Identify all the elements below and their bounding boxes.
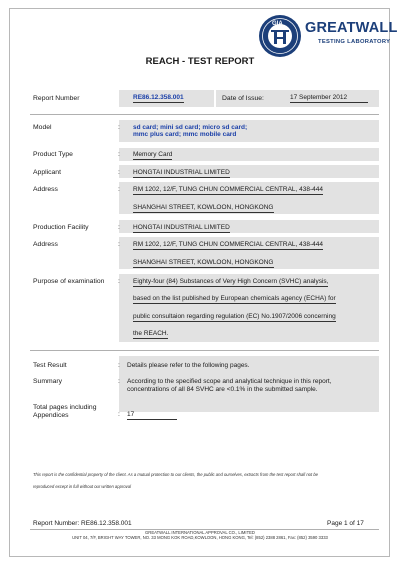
address-1-label: Address bbox=[33, 186, 58, 193]
footer-address: UNIT 04, 7/F, BRIGHT WAY TOWER, NO. 33 MONG KOK ROAD,KOWLOON, HONG KONG, Tel: (852) 2388 2861, Fax: (852) 3590 3333 bbox=[72, 535, 328, 540]
applicant-label: Applicant bbox=[33, 169, 61, 176]
purpose-line-1: Eighty-four (84) Substances of Very High Concern (SVHC) analysis, bbox=[133, 278, 329, 285]
purpose-line-4: the REACH. bbox=[133, 330, 169, 337]
model-colon: : bbox=[118, 124, 120, 131]
applicant-colon: : bbox=[118, 169, 120, 176]
header-divider bbox=[30, 114, 379, 115]
disclaimer-line-2: reproduced except in full without our written approval bbox=[33, 484, 131, 489]
brand-name: GREATWALL bbox=[305, 20, 398, 36]
product-type-value: Memory Card bbox=[133, 151, 173, 158]
date-of-issue-value: 17 September 2012 bbox=[290, 94, 368, 103]
section-divider bbox=[30, 350, 379, 351]
address-2-label: Address bbox=[33, 241, 58, 248]
total-pages-colon: : bbox=[118, 411, 120, 418]
address-2-colon: : bbox=[118, 241, 120, 248]
model-line-1: sd card; mini sd card; micro sd card; bbox=[133, 124, 248, 131]
production-facility-value: HONGTAI INDUSTRIAL LIMITED bbox=[133, 224, 230, 231]
address-2-line-1: RM 1202, 12/F, TUNG CHUN COMMERCIAL CENTRAL, 438-444 bbox=[133, 241, 323, 248]
address-1-line-1: RM 1202, 12/F, TUNG CHUN COMMERCIAL CENTRAL, 438-444 bbox=[133, 186, 323, 193]
footer-page: Page 1 of 17 bbox=[327, 520, 364, 527]
summary-line-1: According to the specified scope and analytical technique in this report, bbox=[127, 378, 332, 385]
purpose-colon: : bbox=[118, 278, 120, 285]
model-label: Model bbox=[33, 124, 52, 131]
summary-colon: : bbox=[118, 378, 120, 385]
appendices-label: Appendices bbox=[33, 412, 69, 419]
purpose-line-3: public consultaion regarding regulation (EC) No.1907/2006 concerning bbox=[133, 313, 336, 320]
test-result-label: Test Result bbox=[33, 362, 67, 369]
purpose-line-2: based on the list published by European chemicals agency (ECHA) for bbox=[133, 295, 336, 302]
summary-label: Summary bbox=[33, 378, 63, 385]
test-result-colon: : bbox=[118, 362, 120, 369]
date-of-issue-label: Date of Issue: bbox=[222, 95, 264, 102]
address-2-line-2: SHANGHAI STREET, KOWLOON, HONGKONG bbox=[133, 259, 274, 266]
test-result-value: Details please refer to the following pages. bbox=[127, 362, 250, 369]
seal-text: GIA bbox=[272, 21, 283, 27]
applicant-value: HONGTAI INDUSTRIAL LIMITED bbox=[133, 169, 230, 176]
product-type-colon: : bbox=[118, 151, 120, 158]
footer-company: GREATWALL INTERNATIONAL APPROVAL CO., LIMITED bbox=[145, 530, 255, 535]
address-1-colon: : bbox=[118, 186, 120, 193]
production-facility-colon: : bbox=[118, 224, 120, 231]
production-facility-label: Production Facility bbox=[33, 224, 89, 231]
report-number-label: Report Number bbox=[33, 95, 80, 102]
product-type-label: Product Type bbox=[33, 151, 73, 158]
report-title: REACH - TEST REPORT bbox=[145, 56, 255, 67]
purpose-label: Purpose of examination bbox=[33, 278, 105, 285]
total-pages-label: Total pages including bbox=[33, 404, 97, 411]
brand-subtitle: TESTING LABORATORY bbox=[318, 39, 391, 45]
address-1-line-2: SHANGHAI STREET, KOWLOON, HONGKONG bbox=[133, 204, 274, 211]
report-number-value: RE86.12.358.001 bbox=[133, 94, 184, 101]
summary-line-2: concentrations of all 84 SVHC are <0.1% in the submitted sample. bbox=[127, 386, 318, 393]
total-pages-value: 17 bbox=[127, 411, 177, 420]
model-line-2: mmc plus card; mmc mobile card bbox=[133, 131, 237, 138]
disclaimer-line-1: This report is the confidential property of the client. As a mutual protection to our clients, the public and ourselves, extracts from the test report shall not be bbox=[33, 472, 318, 477]
footer-report-number: Report Number: RE86.12.358.001 bbox=[33, 520, 132, 527]
